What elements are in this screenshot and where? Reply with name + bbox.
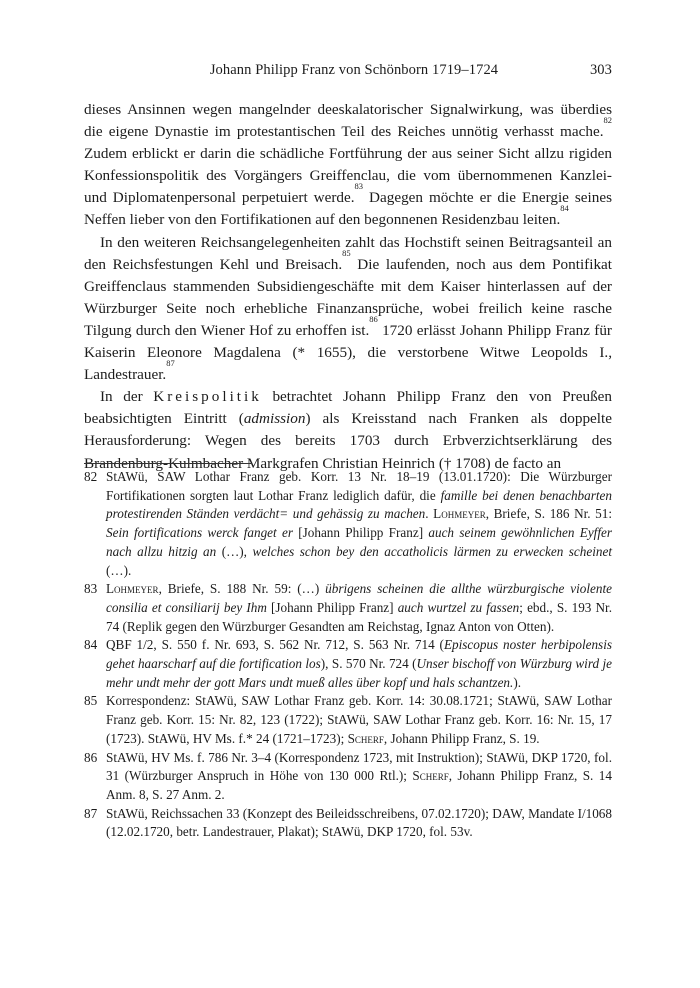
footnote-ref: 82 — [603, 115, 612, 126]
main-text — [84, 99, 612, 475]
footnote-text — [106, 580, 612, 636]
footnote-separator — [84, 463, 252, 464]
text-run: StAWü, Reichssachen 33 (Konzept des Beileidsschreibens, 07.02.1720); DAW, Mandate I/1068 (12.02.1720, betr. Landestrauer, Plakat); StAWü, DKP 1720, fol. 53v. — [106, 805, 612, 840]
text-run: StAWü, HV Ms. f. 786 Nr. 3–4 (Korrespondenz 1723, mit Instruktion); StAWü, DKP 1720, fol. 31 (Würzburger Anspruch in Höhe von 130 000 Rtl.); — [106, 749, 612, 784]
italic-text: admission — [243, 410, 306, 428]
footnotes — [84, 468, 612, 842]
footnote-ref: 84 — [560, 203, 569, 214]
paragraph — [84, 386, 612, 474]
spaced-term: Kreispolitik — [153, 388, 262, 406]
text-run: ), S. 570 Nr. 724 ( — [320, 656, 417, 672]
text-run: 1720 erlässt Johann Philipp Franz für Kaiserin Eleonore Magdalena (* 1655), die verstorbene Witwe Leopolds I., Landestrauer. — [84, 321, 612, 384]
text-run: In der — [100, 388, 154, 406]
footnote — [84, 749, 612, 805]
italic-text: Sein fortifications werck fanget er — [106, 525, 293, 541]
paragraph — [84, 232, 612, 387]
italic-text: Episcopus noster herbipolensis gehet haarscharf auf die fortification los — [106, 637, 612, 672]
italic-text: Unser bischoff von Würzburg wird je mehr undt mehr der gott Mars undt mueß alles über kopf und hals schantzen. — [106, 656, 612, 690]
footnote — [84, 636, 612, 692]
italic-text: auch wurtzel zu fassen — [397, 599, 520, 615]
text-run: (…), — [216, 543, 253, 559]
footnote-text — [106, 749, 612, 805]
footnote-number: 83 — [84, 581, 98, 597]
text-run: [Johann Philipp Franz] — [292, 525, 429, 541]
text-run: (…). — [106, 562, 132, 578]
footnote-number: 85 — [84, 693, 98, 709]
text-run: In den weiteren Reichsangelegenheiten zahlt das Hochstift seinen Beitragsanteil an den Reichsfestungen Kehl und Breisach. — [84, 233, 612, 273]
footnote-ref: 85 — [342, 247, 351, 258]
text-run: ) als Kreisstand nach Franken als doppelte Herausforderung: Wegen des bereits 1703 durch Erbverzichtserklärung des Brandenburg-Kulmbacher Markgrafen Christian Heinrich († 1708) de facto an — [84, 410, 612, 472]
text-run: Dagegen möchte er die Energie seines Neffen lieber von den Fortifikationen auf den begonnenen Residenzbau leiten. — [84, 189, 612, 229]
footnote-number: 84 — [84, 637, 98, 653]
footnote-number: 82 — [84, 469, 98, 484]
footnote-text — [106, 805, 612, 842]
text-run: , Johann Philipp Franz, S. 19. — [383, 730, 540, 746]
text-run: StAWü, SAW Lothar Franz geb. Korr. 13 Nr. 18–19 (13.01.1720): Die Würzburger Fortifikationen sorgten laut Lothar Franz lediglich dafür, die — [106, 469, 612, 503]
footnote-text — [106, 468, 612, 580]
text-run: dieses Ansinnen wegen mangelnder deeskalatorischer Signalwirkung, was überdies die eigene Dynastie im protestantischen Teil des Reiches unnötig verhasst mache. — [84, 101, 612, 141]
text-run: Korrespondenz: StAWü, SAW Lothar Franz geb. Korr. 14: 30.08.1721; StAWü, SAW Lothar Franz geb. Korr. 15: Nr. 82, 123 (1722); StAWü, SAW Lothar Franz geb. Korr. 16: Nr. 15, 17 (1723). StAWü, HV Ms. f.* 24 (1721–1723); — [106, 693, 612, 746]
footnote — [84, 692, 612, 748]
italic-text: auch seinem gewöhnlichen Eyffer nach allzu hitzig an — [106, 525, 612, 559]
footnote-text — [106, 692, 612, 748]
footnote-ref: 87 — [166, 358, 175, 369]
page-number: 303 — [589, 62, 612, 78]
text-run: ; ebd., S. 193 Nr. 74 (Replik gegen den Würzburger Gesandten am Reichstag, Ignaz Anton von Otten). — [106, 599, 613, 634]
text-run: , Johann Philipp Franz, S. 14 Anm. 8, S. 27 Anm. 2. — [106, 768, 612, 802]
footnote — [84, 805, 612, 842]
running-title: Johann Philipp Franz von Schönborn 1719–1724 — [209, 62, 499, 78]
footnote-text — [106, 636, 612, 692]
footnote-ref: 86 — [369, 313, 378, 324]
italic-text: übrigens scheinen die allthe würzburgische violente consilia et consiliarij bey Ihm — [106, 581, 612, 615]
footnote — [84, 468, 612, 580]
text-run: , Briefe, S. 188 Nr. 59: (…) — [158, 581, 326, 597]
italic-text: welches schon bey den accatholicis lärmen zu erwecken scheinet — [252, 543, 612, 559]
text-run: , Briefe, S. 186 Nr. 51: — [485, 506, 613, 522]
text-run: Zudem erblickt er darin die schädliche Fortführung der aus seiner Sicht allzu rigiden Konfessionspolitik des Vorgängers Greiffenclau, die vom übernommenen Kanzlei- und Diplomatenpersonal perpetuiert werde. — [84, 145, 612, 207]
text-run: QBF 1/2, S. 550 f. Nr. 693, S. 562 Nr. 712, S. 563 Nr. 714 ( — [106, 637, 444, 653]
author-name: Lohmeyer — [433, 506, 486, 522]
footnote-number: 87 — [84, 805, 98, 821]
running-header — [84, 62, 612, 84]
text-run: Die laufenden, noch aus dem Pontifikat Greiffenclaus stammenden Subsidiengeschäfte mit dem Kaiser hinterlassen auf der Würzburger Seite noch erhebliche Finanzansprüche, wobei freilich keine rasche Tilgung durch den Wiener Hof zu erhoffen ist. — [84, 255, 612, 339]
footnote-ref: 83 — [354, 181, 364, 192]
footnote — [84, 580, 612, 636]
text-run: betrachtet Johann Philipp Franz den von Preußen beabsichtigten Eintritt ( — [84, 388, 612, 428]
text-run: . — [425, 506, 434, 522]
author-name: Lohmeyer — [106, 581, 159, 597]
text-run: ). — [513, 674, 522, 690]
italic-text: famille bei denen benachbarten protestirenden Ständen verdächt= und gehässig zu machen — [106, 487, 612, 522]
text-run: [Johann Philipp Franz] — [266, 599, 398, 615]
footnote-number: 86 — [84, 749, 98, 765]
author-name: Scherf — [347, 730, 384, 746]
paragraph — [84, 99, 612, 232]
author-name: Scherf — [412, 768, 449, 784]
